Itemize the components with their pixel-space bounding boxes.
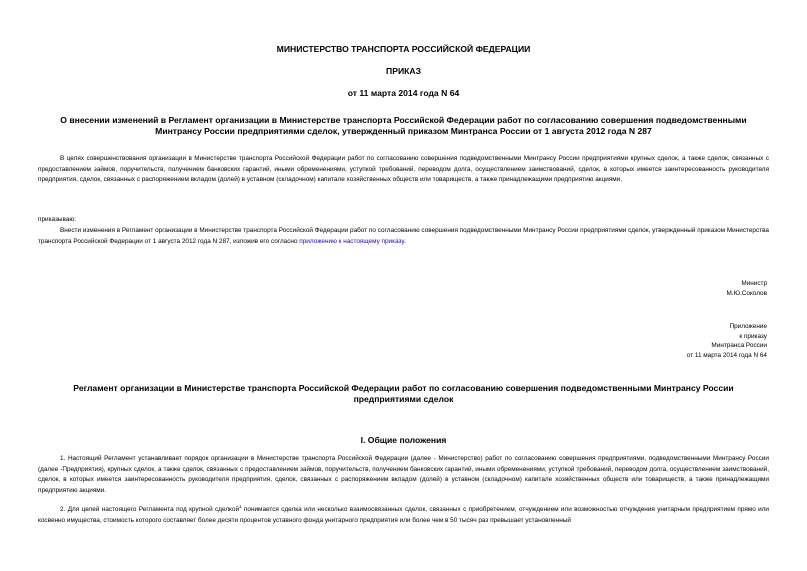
reglament-title: Регламент организации в Министерстве транспорта Российской Федерации работ по согласованию совершения подведомственными Минтрансу России предприятиями сделок [73,383,734,404]
order-title: О внесении изменений в Регламент организации в Министерстве транспорта Российской Федерации работ по согласованию совершения подведомственными Минтрансу России предприятиями сделок, утвержденный приказом Минтранса России от 1 августа 2012 года N 287 [60,115,747,136]
appendix-line-2: к приказу [739,332,767,340]
paragraph-2-start: 2. Для целей настоящего Регламента под крупной сделкой [60,506,240,513]
signature-position: Министр [741,280,767,287]
paragraph-2 [38,505,769,526]
order-text-end: . [403,237,406,245]
appendix-line-1: Приложение [729,323,767,330]
ministry-heading: МИНИСТЕРСТВО ТРАНСПОРТА РОССИЙСКОЙ ФЕДЕРАЦИИ [276,44,531,54]
section-1-title: I. Общие положения [360,435,447,445]
order-text: Внести изменения в Регламент организации в Министерстве транспорта Российской Федерации работ по согласованию совершения подведомственными Минтрансу России предприятиями сделок, утвержденный приказом Министерства транспорта Российской Федерации от 1 августа 2012 года N 287, изложив его согласно [38,227,769,245]
order-word: приказываю: [38,216,76,223]
appendix-block [687,322,767,360]
doc-type-heading: ПРИКАЗ [386,66,421,76]
order-paragraph [38,226,769,247]
signature-name: М.Ю.Соколов [726,289,767,297]
paragraph-1: 1. Настоящий Регламент устанавливает порядок организации в Министерстве транспорта Российской Федерации (далее - Министерство) работ по согласованию совершения предприятиями, подведомственными Минтрансу России (далее -Предприятия), крупных сделок, а также сделок, связанных с предоставлением займов, поручительств, получением банковских гарантий, иными обременениями, уступкой требований, переводом долга, осуществлением заимствований, сделок, в которых имеется заинтересованность руководителя предприятия, сделок, связанных с распоряжением вкладом (долей) в уставном (складочном) капитале хозяйственных обществ или товариществ, а также принадлежащими предприятию акциями. [38,455,769,494]
appendix-link[interactable]: приложению к настоящему приказу [299,237,404,245]
appendix-line-4: от 11 марта 2014 года N 64 [686,351,767,359]
appendix-line-3: Минтранса России [711,342,767,349]
signature-block [726,279,767,298]
footnote-marker[interactable]: 1 [239,503,242,509]
preamble-paragraph: В целях совершенствования организации в Министерстве транспорта Российской Федерации работ по согласованию совершения подведомственными Минтрансу России предприятиями крупных сделок, а также сделок, связанных с предоставлением займов, поручительств, получением банковских гарантий, иными обременениями, уступкой требований, переводом долга, осуществлением заимствований, сделок, в которых имеется заинтересованность руководителя предприятия, сделок, связанных с распоряжением вкладом (долей) в уставном (складочном) капитале хозяйственных обществ или товариществ, а также принадлежащими предприятию акциями, [38,155,769,183]
order-date-number: от 11 марта 2014 года N 64 [347,88,460,98]
paragraph-2-rest: понимается сделка или несколько взаимосвязанных сделок, связанных с приобретением, отчуждением или возможностью отчуждения унитарным предприятием прямо или косвенно имущества, стоимость которого составляет более десяти процентов уставного фонда унитарного предприятия или более чем в 50 тысяч раз превышает установленный [38,506,770,524]
